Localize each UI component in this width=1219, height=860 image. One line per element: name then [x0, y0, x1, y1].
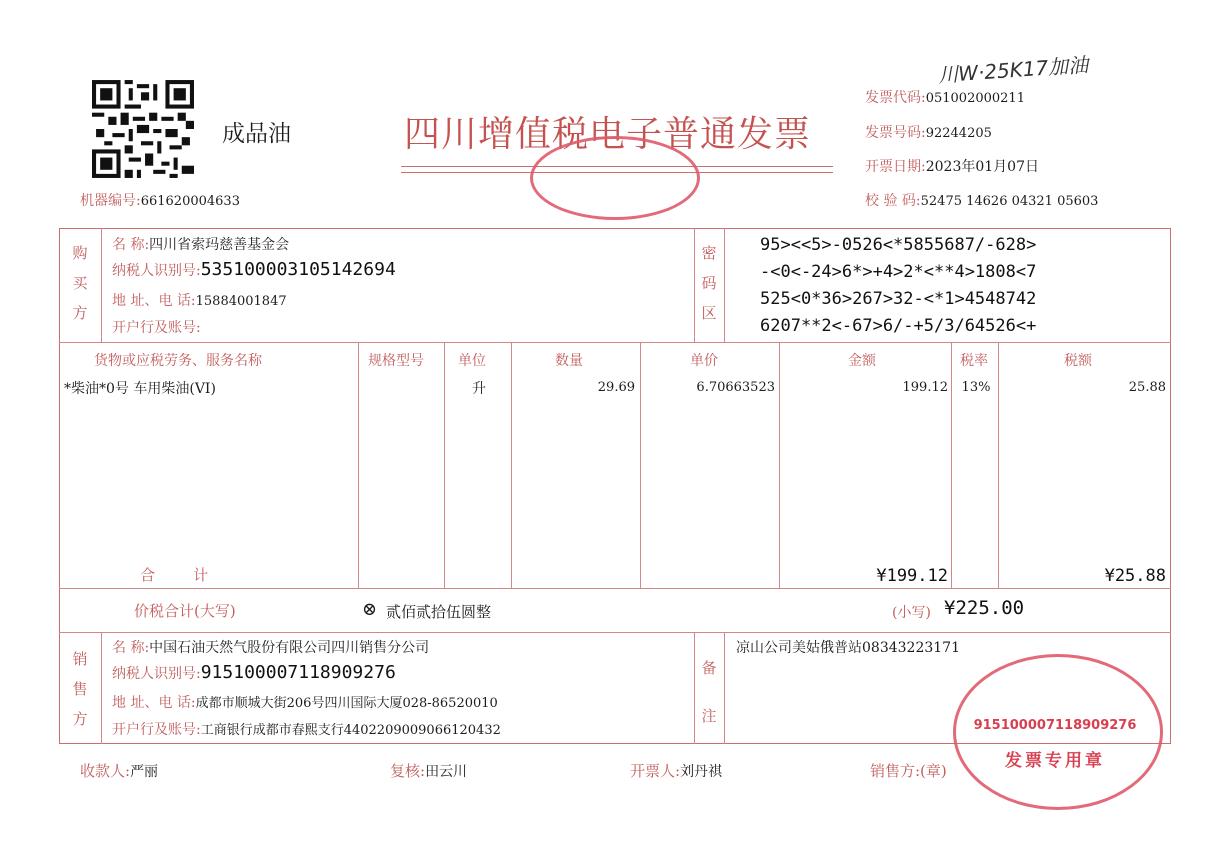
seller-taxid-row [112, 662, 396, 683]
drawer-row [630, 760, 722, 781]
grand-total-small-label: (小写) [892, 605, 931, 621]
item-rate: 13% [961, 380, 991, 395]
seller-seal-taxid: 915100007118909276 [973, 718, 1137, 733]
cipher-line: 6207**2<-67>6/-+5/3/64526<+ [760, 316, 1037, 336]
invoice-date: 2023年01月07日 [925, 159, 1039, 175]
drawer-label: 开票人: [630, 762, 681, 780]
check-code-label: 校 验 码: [865, 193, 921, 209]
seller-name: 中国石油天然气股份有限公司四川销售分公司 [149, 640, 430, 656]
seller-addr: 成都市顺城大街206号四川国际大厦028-86520010 [195, 696, 498, 711]
invoice-no-row [865, 122, 992, 142]
qr-code [92, 80, 194, 178]
payee: 严丽 [130, 764, 159, 780]
seller-name-row [112, 637, 429, 657]
buyer-bank-row [112, 317, 201, 337]
invoice-no: 92244205 [925, 126, 992, 141]
item-qty: 29.69 [597, 380, 635, 395]
tax-bureau-stamp [530, 136, 700, 220]
buyer-addr-label: 地 址、电 话: [112, 293, 196, 309]
reviewer-label: 复核: [390, 762, 426, 780]
invoice-code-label: 发票代码: [865, 90, 926, 106]
buyer-name-label: 名 称: [112, 237, 150, 253]
seller-bank-row [112, 719, 501, 739]
seller-addr-label: 地 址、电 话: [112, 695, 196, 711]
seller-taxid: 915100007118909276 [200, 662, 396, 683]
seller-addr-row [112, 692, 498, 712]
col-header-unit: 单位 [458, 353, 486, 369]
cipher-line: 525<0*36>267>32-<*1>4548742 [760, 289, 1037, 309]
buyer-taxid: 535100003105142694 [200, 259, 396, 280]
item-unit: 升 [472, 381, 486, 397]
seller-seal-content [953, 654, 1157, 804]
machine-no-row [80, 190, 240, 210]
buyer-taxid-row [112, 259, 396, 280]
col-header-spec: 规格型号 [368, 353, 424, 369]
machine-no-label: 机器编号: [80, 193, 141, 209]
grand-total-words: 贰佰贰拾伍圆整 [386, 603, 492, 621]
reviewer-row [390, 760, 467, 781]
drawer: 刘丹祺 [680, 764, 723, 780]
cipher-line: -<0<-24>6*>+4>2*<**4>1808<7 [760, 262, 1037, 282]
col-header-amount: 金额 [848, 353, 876, 369]
total-label: 合 计 [140, 566, 209, 584]
buyer-bank-label: 开户行及账号: [112, 320, 201, 336]
machine-no: 661620004633 [140, 194, 240, 209]
seller-section-label: 销售方 [72, 650, 88, 728]
qr-code-graphic [92, 80, 194, 178]
buyer-name-row [112, 234, 289, 254]
handwritten-note: 川W·25K17加油 [937, 52, 1089, 88]
item-amount: 199.12 [902, 380, 948, 395]
circle-x-icon: ⊗ [362, 599, 378, 620]
col-header-name: 货物或应税劳务、服务名称 [94, 353, 262, 369]
invoice-code: 051002000211 [925, 91, 1025, 106]
col-header-tax: 税额 [1064, 353, 1092, 369]
col-header-rate: 税率 [960, 353, 988, 369]
item-price: 6.70663523 [696, 380, 775, 395]
item-name: *柴油*0号 车用柴油(VI) [64, 381, 216, 397]
cipher-area [760, 232, 1036, 340]
buyer-section-label: 购买方 [72, 244, 88, 322]
invoice-code-row [865, 87, 1025, 107]
grand-total-mark [362, 599, 377, 620]
seller-seal-text: 发票专用章 [1005, 751, 1105, 771]
item-tax: 25.88 [1128, 380, 1166, 395]
remarks-text: 凉山公司美姑俄普站08343223171 [736, 640, 960, 656]
buyer-addr-row [112, 290, 287, 310]
invoice-title: 四川增值税电子普通发票 [404, 114, 812, 155]
total-amount: ¥199.12 [876, 566, 948, 586]
buyer-name: 四川省索玛慈善基金会 [149, 237, 290, 253]
seller-seal-label: 销售方:(章) [870, 762, 947, 780]
invoice-no-label: 发票号码: [865, 125, 926, 141]
date-label: 开票日期: [865, 159, 926, 175]
seller-name-label: 名 称: [112, 640, 150, 656]
seller-taxid-label: 纳税人识别号: [112, 666, 201, 682]
buyer-taxid-label: 纳税人识别号: [112, 263, 201, 279]
reviewer: 田云川 [425, 764, 468, 780]
payee-row [80, 760, 158, 781]
grand-total-small: ¥225.00 [944, 597, 1025, 619]
check-code-row [865, 190, 1098, 210]
cipher-section-label: 密码区 [701, 244, 717, 322]
payee-label: 收款人: [80, 762, 131, 780]
cipher-line: 95><<5>-0526<*5855687/-628> [760, 235, 1037, 255]
check-code: 52475 14626 04321 05603 [920, 194, 1099, 209]
seller-bank: 工商银行成都市春熙支行4402209009066120432 [200, 723, 501, 738]
buyer-addr: 15884001847 [195, 294, 287, 309]
date-row [865, 156, 1039, 176]
total-tax: ¥25.88 [1104, 566, 1166, 586]
seller-bank-label: 开户行及账号: [112, 722, 201, 738]
grand-total-label: 价税合计(大写) [134, 602, 236, 620]
remarks-section-label: 备注 [701, 659, 717, 725]
col-header-price: 单价 [690, 353, 718, 369]
col-header-qty: 数量 [555, 353, 583, 369]
product-type: 成品油 [222, 121, 291, 147]
